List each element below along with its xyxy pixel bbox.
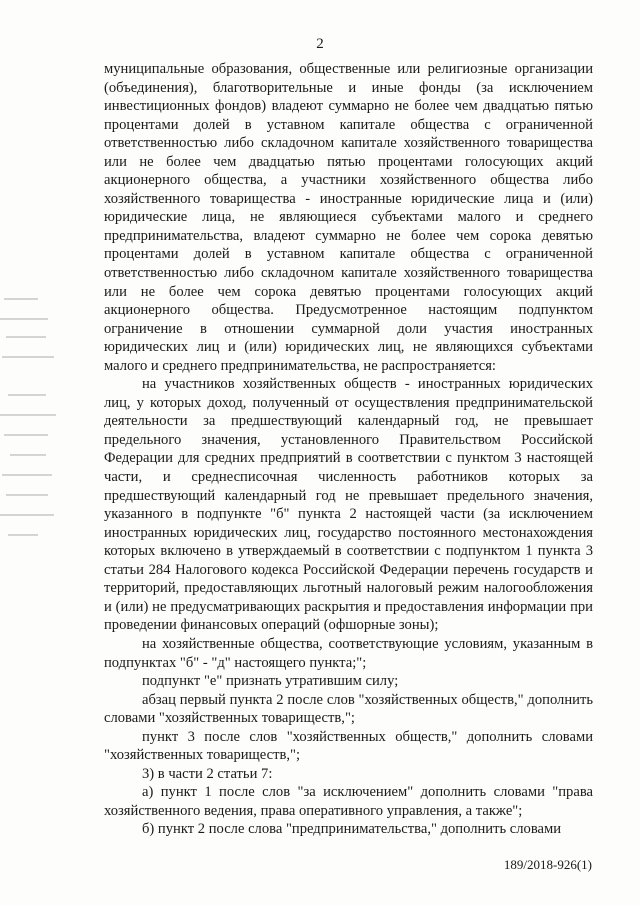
paragraph: а) пункт 1 после слов "за исключением" дополнить словами "права хозяйственного ведения, права оперативного управления, а также"; (104, 784, 593, 819)
paragraph: на участников хозяйственных обществ - иностранных юридических лиц, у которых доход, полученный от осуществления предпринимательской деятельности за предшествующий календарный год, не превышает предельного значения, установленного Правительством Российской Федерации для средних предприятий в соответствии с пунктом 3 настоящей части, и среднесписочная численность работников которых за предшествующий календарный год не превышает предельного значения, указанного в подпункте "б" пункта 2 настоящей части (за исключением иностранных юридических лиц, государство постоянного местонахождения которых включено в утверждаемый в соответствии с подпунктом 1 пункта 3 статьи 284 Налогового кодекса Российской Федерации перечень государств и территорий, предоставляющих льготный налоговый режим налогообложения и (или) не предусматривающих раскрытия и предоставления информации при проведении финансовых операций (офшорные зоны); (104, 376, 593, 634)
paragraph: пункт 3 после слов "хозяйственных обществ," дополнить словами "хозяйственных товариществ,"; (104, 728, 593, 764)
paragraph: абзац первый пункта 2 после слов "хозяйственных обществ," дополнить словами "хозяйственных товариществ,"; (104, 691, 593, 727)
body-text (104, 60, 593, 839)
document-code: 189/2018-926(1) (503, 857, 592, 872)
paragraph: 3) в части 2 статьи 7: (142, 765, 273, 782)
scan-bleed-marks (0, 290, 80, 590)
paragraph: б) пункт 2 после слова "предпринимательства," дополнить словами (142, 821, 562, 838)
paragraph: муниципальные образования, общественные или религиозные организации (объединения), благотворительные и иные фонды (за исключением инвестиционных фондов) владеют суммарно не более чем двадцатью пятью процентами долей в уставном капитале общества с ограниченной ответственностью либо складочном капитале хозяйственного товарищества или не более чем двадцатью пятью процентами голосующих акций акционерного общества, а участники хозяйственного общества либо хозяйственного товарищества - иностранные юридические лица и (или) юридические лица, не являющиеся субъектами малого и среднего предпринимательства, владеют суммарно не более чем сорока девятью процентами долей в уставном капитале общества с ограниченной ответственностью либо складочном капитале хозяйственного товарищества или не более чем сорока девятью процентами голосующих акций акционерного общества. Предусмотренное настоящим подпунктом ограничение в отношении суммарной доли участия иностранных юридических лиц и (или) юридических лиц, не являющихся субъектами малого и среднего предпринимательства, не распространяется: (104, 61, 593, 374)
page-number: 2 (316, 36, 324, 52)
paragraph: подпункт "е" признать утратившим силу; (142, 673, 399, 690)
paragraph: на хозяйственные общества, соответствующие условиям, указанным в подпунктах "б" - "д" настоящего пункта;"; (104, 635, 593, 671)
